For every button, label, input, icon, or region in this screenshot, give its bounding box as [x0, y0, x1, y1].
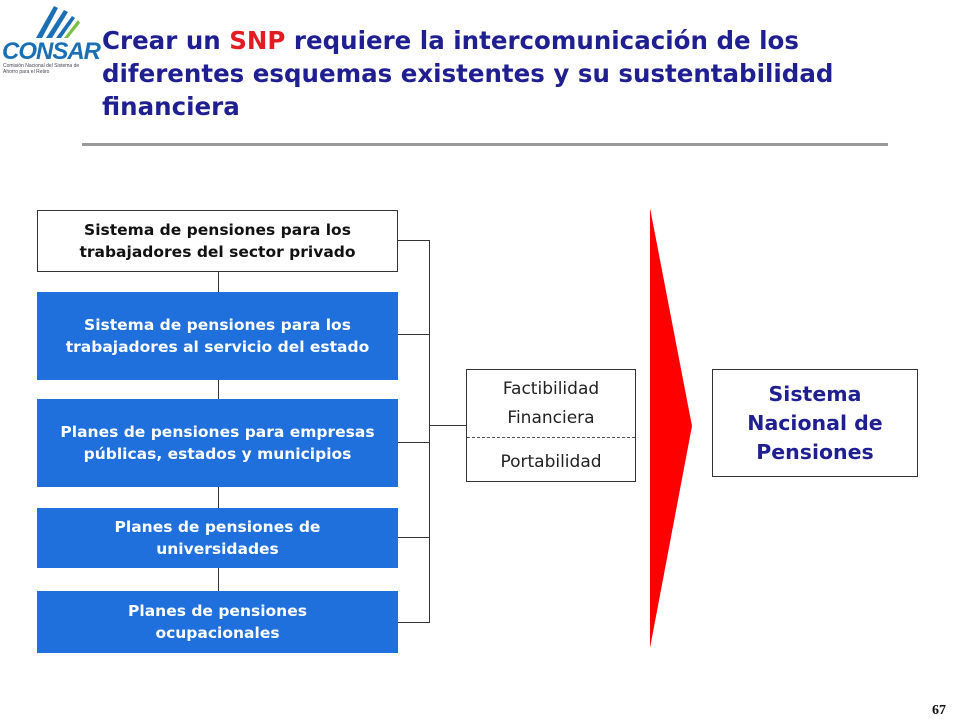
scheme-label: Sistema de pensiones para los trabajadores al servicio del estado — [65, 316, 370, 356]
portability-label: Portabilidad — [500, 452, 602, 472]
page-number: 67 — [932, 703, 946, 718]
connector-vertical — [218, 380, 219, 399]
scheme-label: Planes de pensiones para empresas públicas, estados y municipios — [60, 423, 375, 463]
scheme-label: Planes de pensiones de universidades — [114, 518, 321, 558]
result-label: Sistema Nacional de Pensiones — [747, 381, 883, 464]
page-title — [102, 24, 922, 123]
scheme-box-private-sector — [37, 210, 398, 272]
title-highlight: SNP — [229, 26, 286, 55]
scheme-box-universities — [37, 508, 398, 568]
financial-feasibility-label — [467, 375, 635, 433]
title-divider — [82, 143, 888, 146]
connector-horizontal — [398, 622, 429, 623]
red-chevron-arrow-icon — [648, 208, 692, 648]
logo-wordmark — [2, 38, 100, 66]
logo-mark-icon — [28, 2, 88, 42]
title-before: Crear un — [102, 26, 230, 55]
consar-logo — [0, 0, 101, 100]
feasibility-line-2: Financiera — [507, 408, 595, 428]
result-box — [712, 369, 918, 477]
connector-spine — [429, 240, 430, 623]
connector-horizontal — [398, 334, 429, 335]
scheme-label: Planes de pensiones ocupacionales — [128, 602, 307, 642]
dashed-divider — [467, 437, 635, 438]
scheme-box-state-workers — [37, 292, 398, 380]
scheme-label: Sistema de pensiones para los trabajadores del sector privado — [79, 221, 356, 261]
connector-to-middle — [429, 425, 466, 426]
title-after: requiere la intercomunicación de los diferentes esquemas existentes y su sustentabilidad financiera — [102, 26, 834, 121]
logo-con: CON — [2, 38, 53, 65]
connector-horizontal — [398, 442, 429, 443]
connector-vertical — [218, 568, 219, 591]
connector-horizontal — [398, 240, 429, 241]
scheme-box-occupational — [37, 591, 398, 653]
requirements-box — [466, 369, 636, 482]
scheme-box-public-companies — [37, 399, 398, 487]
connector-vertical — [218, 272, 219, 292]
feasibility-line-1: Factibilidad — [502, 379, 600, 399]
connector-vertical — [218, 487, 219, 508]
logo-sar: SAR — [52, 38, 101, 65]
connector-horizontal — [398, 537, 429, 538]
logo-tagline: Comisión Nacional del Sistema de Ahorro para el Retiro — [3, 63, 80, 75]
